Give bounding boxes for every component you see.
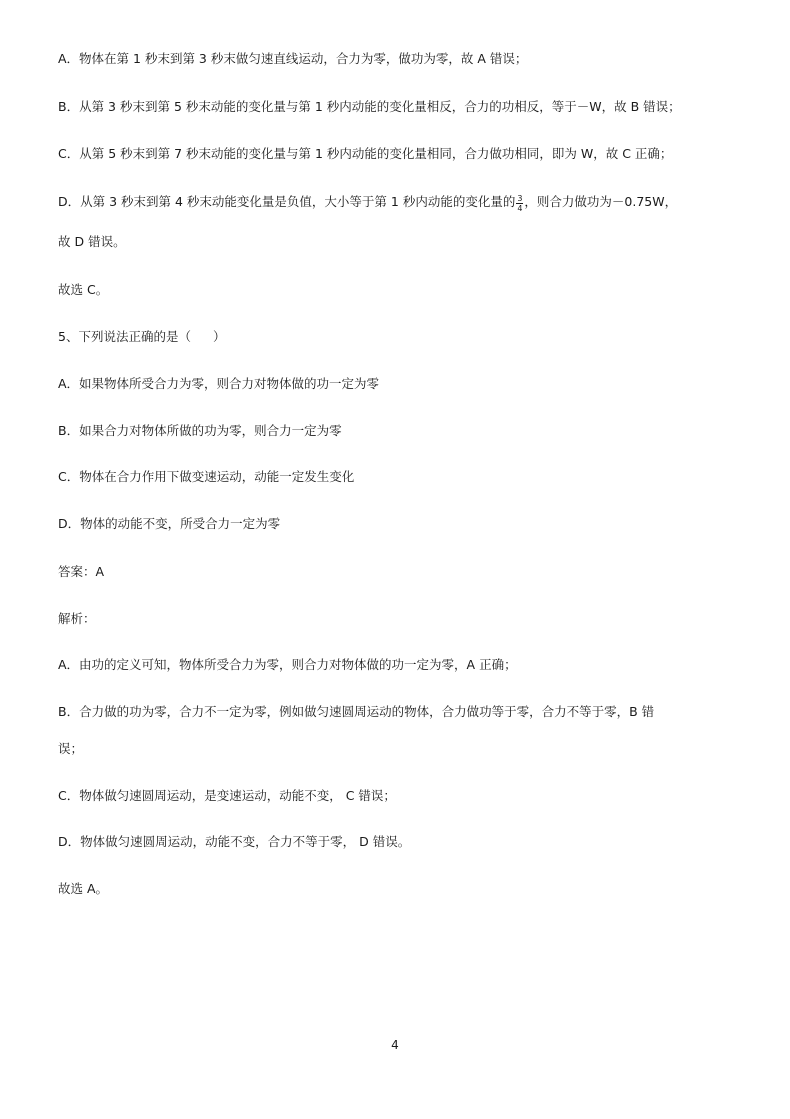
question-5-answer: 答案：A <box>58 564 105 579</box>
question-5-close-paren: ） <box>212 329 226 344</box>
question-5-option-b: B．如果合力对物体所做的功为零，则合力一定为零 <box>58 423 342 438</box>
prev-final-answer: 故选 C。 <box>58 282 109 297</box>
question-5-analysis-b-cont: 误； <box>58 741 84 756</box>
question-5-stem <box>58 328 750 346</box>
analysis-option-d-prev-tail: ，则合力做功为－0.75W， <box>524 194 678 209</box>
question-5-analysis-b: B．合力做的功为零，合力不一定为零，例如做匀速圆周运动的物体，合力做功等于零，合力不等于零，B 错 <box>58 704 655 719</box>
fraction-denominator: 4 <box>517 204 523 213</box>
page-number: 4 <box>391 1038 399 1052</box>
fraction-three-quarters <box>516 194 523 213</box>
question-5-analysis-a: A．由功的定义可知，物体所受合力为零，则合力对物体做的功一定为零，A 正确； <box>58 657 517 672</box>
question-5-analysis-d: D．物体做匀速圆周运动，动能不变，合力不等于零， D 错误。 <box>58 834 411 849</box>
question-5-final-answer: 故选 A。 <box>58 881 109 896</box>
question-5-text: 5、下列说法正确的是（ <box>58 329 191 344</box>
question-5-option-a: A．如果物体所受合力为零，则合力对物体做的功一定为零 <box>58 376 380 391</box>
fraction-numerator: 3 <box>517 194 523 203</box>
analysis-option-b-prev: B．从第 3 秒末到第 5 秒末动能的变化量与第 1 秒内动能的变化量相反，合力的功相反，等于－W，故 B 错误； <box>58 99 681 114</box>
question-5-analysis-label: 解析： <box>58 611 96 626</box>
analysis-option-d-prev-cont: 故 D 错误。 <box>58 234 126 249</box>
question-5-option-d: D．物体的动能不变，所受合力一定为零 <box>58 516 281 531</box>
analysis-option-d-prev <box>58 193 750 213</box>
analysis-option-c-prev: C．从第 5 秒末到第 7 秒末动能的变化量与第 1 秒内动能的变化量相同，合力做功相同，即为 W，故 C 正确； <box>58 146 673 161</box>
question-5-analysis-c: C．物体做匀速圆周运动，是变速运动，动能不变， C 错误； <box>58 788 396 803</box>
analysis-option-a-prev: A．物体在第 1 秒末到第 3 秒末做匀速直线运动，合力为零，做功为零，故 A 错误； <box>58 51 528 66</box>
question-5-option-c: C．物体在合力作用下做变速运动，动能一定发生变化 <box>58 469 355 484</box>
analysis-option-d-prev-text: D．从第 3 秒末到第 4 秒末动能变化量是负值，大小等于第 1 秒内动能的变化量的 <box>58 194 516 209</box>
